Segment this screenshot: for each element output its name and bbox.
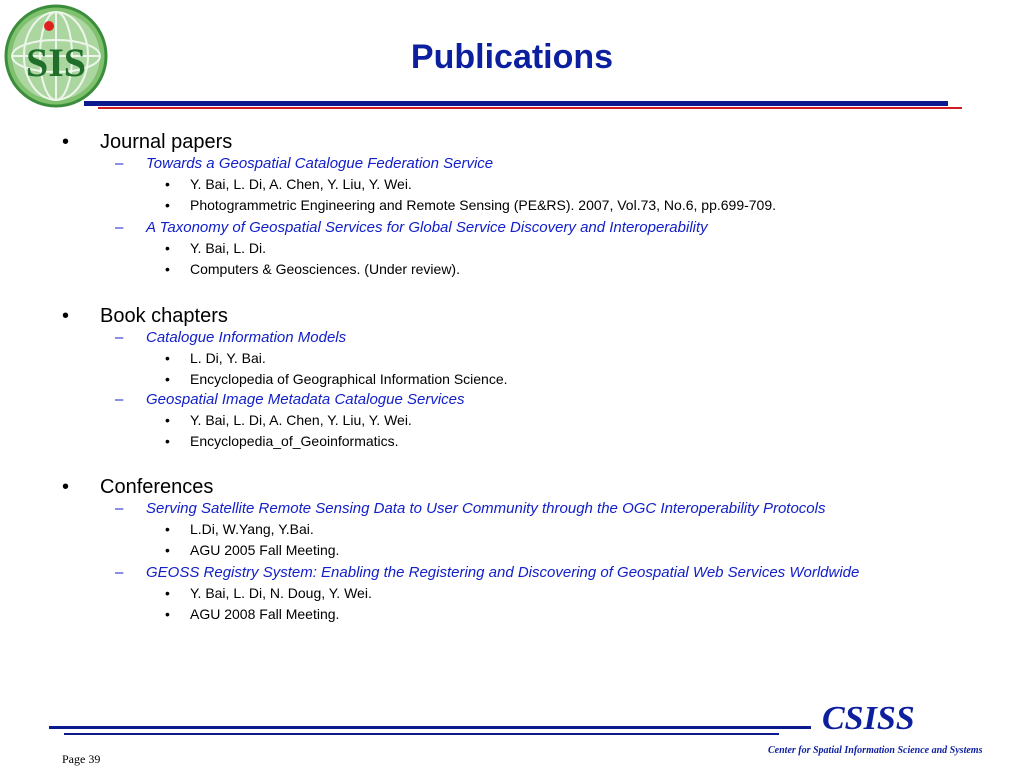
entry-detail: • Y. Bai, L. Di, A. Chen, Y. Liu, Y. Wei.	[165, 176, 412, 192]
bullet-icon: •	[165, 261, 170, 277]
dash-icon: –	[115, 391, 124, 408]
bullet-icon: •	[165, 350, 170, 366]
dash-icon: –	[115, 155, 124, 172]
page-title: Publications	[410, 38, 614, 76]
section-heading-conferences: • Conferences	[62, 476, 214, 498]
section-heading-book-chapters: • Book chapters	[62, 305, 228, 327]
entry-detail: • AGU 2005 Fall Meeting.	[165, 542, 340, 558]
bullet-icon: •	[165, 412, 170, 428]
footer-rule-upper	[49, 726, 811, 729]
bullet-icon: •	[165, 585, 170, 601]
entry-detail: • Encyclopedia of Geographical Information Science.	[165, 371, 508, 387]
entry-title: – Catalogue Information Models	[115, 329, 347, 346]
bullet-icon: •	[165, 433, 170, 449]
bullet-icon: •	[165, 521, 170, 537]
bullet-icon: •	[165, 197, 170, 213]
entry-detail: • Y. Bai, L. Di.	[165, 240, 267, 256]
footer-rule-lower	[64, 733, 779, 735]
bullet-icon: •	[62, 305, 70, 327]
bullet-icon: •	[165, 606, 170, 622]
entry-detail: • Encyclopedia_of_Geoinformatics.	[165, 433, 399, 449]
entry-title: – Towards a Geospatial Catalogue Federation Service	[115, 155, 494, 172]
entry-detail: • Photogrammetric Engineering and Remote Sensing (PE&RS). 2007, Vol.73, No.6, pp.699-709.	[165, 197, 777, 213]
entry-detail: • AGU 2008 Fall Meeting.	[165, 606, 340, 622]
entry-detail: • L. Di, Y. Bai.	[165, 350, 266, 366]
dash-icon: –	[115, 500, 124, 517]
dash-icon: –	[115, 329, 124, 346]
page-number: Page 39	[62, 752, 101, 766]
entry-title: – Serving Satellite Remote Sensing Data to User Community through the OGC Interoperability Protocols	[115, 500, 826, 517]
section-heading-journal-papers: • Journal papers	[62, 131, 233, 153]
csiss-brand: CSISS	[822, 700, 915, 737]
bullet-icon: •	[62, 476, 70, 498]
bullet-icon: •	[165, 176, 170, 192]
entry-detail: • Y. Bai, L. Di, N. Doug, Y. Wei.	[165, 585, 372, 601]
bullet-icon: •	[165, 240, 170, 256]
bullet-icon: •	[165, 542, 170, 558]
header-rule-red	[98, 107, 962, 109]
entry-detail: • Computers & Geosciences. (Under review).	[165, 261, 460, 277]
entry-title: – Geospatial Image Metadata Catalogue Services	[115, 391, 465, 408]
logo-text: SIS	[25, 40, 87, 85]
entry-title: – GEOSS Registry System: Enabling the Registering and Discovering of Geospatial Web Services Worldwide	[115, 564, 860, 581]
entry-title: – A Taxonomy of Geospatial Services for Global Service Discovery and Interoperability	[115, 219, 708, 236]
header-rule-blue	[84, 101, 948, 106]
bullet-icon: •	[62, 131, 70, 153]
csiss-subtitle: Center for Spatial Information Science and Systems	[768, 745, 983, 756]
bullet-icon: •	[165, 371, 170, 387]
entry-detail: • Y. Bai, L. Di, A. Chen, Y. Liu, Y. Wei.	[165, 412, 412, 428]
dash-icon: –	[115, 564, 124, 581]
entry-detail: • L.Di, W.Yang, Y.Bai.	[165, 521, 314, 537]
dash-icon: –	[115, 219, 124, 236]
